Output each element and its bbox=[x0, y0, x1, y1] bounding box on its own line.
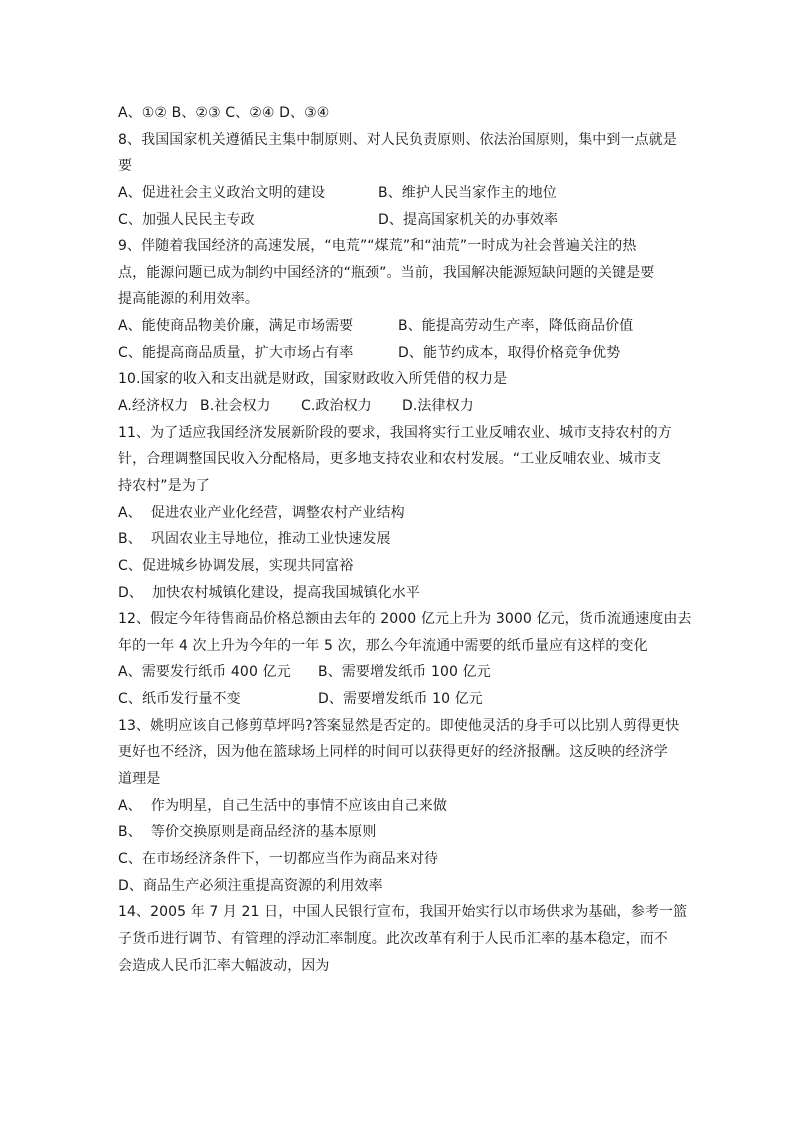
q10-option-a: A.经济权力 bbox=[118, 398, 189, 415]
q9-option-a: A、能使商品物美价廉，满足市场需要 bbox=[118, 318, 354, 335]
q11-stem-line-3: 持农村”是为了 bbox=[118, 477, 210, 494]
q12-option-b: B、需要增发纸币 100 亿元 bbox=[318, 664, 491, 681]
q12-options-row-2 bbox=[118, 686, 688, 713]
q10-options bbox=[118, 393, 688, 420]
q11-option-b: B、 巩固农业主导地位，推动工业快速发展 bbox=[118, 531, 391, 548]
q8-options-row-1 bbox=[118, 180, 688, 207]
q8-option-d: D、提高国家机关的办事效率 bbox=[378, 211, 559, 228]
q9-option-c: C、能提高商品质量，扩大市场占有率 bbox=[118, 344, 354, 361]
q9-options-row-2 bbox=[118, 340, 688, 367]
q12-option-c: C、纸币发行量不变 bbox=[118, 691, 241, 708]
q11-stem-line-2: 针，合理调整国民收入分配格局，更多地支持农业和农村发展。“工业反哺农业、城市支 bbox=[118, 451, 662, 468]
q13-option-a: A、 作为明星，自己生活中的事情不应该由自己来做 bbox=[118, 797, 447, 814]
q9-option-b: B、能提高劳动生产率，降低商品价值 bbox=[398, 318, 634, 335]
q13-option-d: D、商品生产必须注重提高资源的利用效率 bbox=[118, 877, 383, 894]
q7-options: A、①② B、②③ C、②④ D、③④ bbox=[118, 105, 330, 121]
q14-stem-line-1: 14、2005 年 7 月 21 日，中国人民银行宣布，我国开始实行以市场供求为基础，参考一篮 bbox=[118, 904, 688, 921]
q9-stem-line-2: 点，能源问题已成为制约中国经济的“瓶颈”。当前，我国解决能源短缺问题的关键是要 bbox=[118, 264, 655, 281]
q12-option-a: A、需要发行纸币 400 亿元 bbox=[118, 664, 291, 681]
q14-stem-line-3: 会造成人民币汇率大幅波动，因为 bbox=[118, 957, 330, 974]
q12-stem-line-1: 12、假定今年待售商品价格总额由去年的 2000 亿元上升为 3000 亿元，货币流通速度由去 bbox=[118, 611, 692, 628]
q9-option-d: D、能节约成本，取得价格竞争优势 bbox=[398, 344, 621, 361]
q10-option-d: D.法律权力 bbox=[402, 398, 474, 415]
q11-option-d: D、 加快农村城镇化建设，提高我国城镇化水平 bbox=[118, 584, 420, 601]
q12-option-d: D、需要增发纸币 10 亿元 bbox=[318, 691, 483, 708]
q13-option-b: B、 等价交换原则是商品经济的基本原则 bbox=[118, 824, 377, 841]
q9-options-row-1 bbox=[118, 313, 688, 340]
q9-stem-line-1: 9、伴随着我国经济的高速发展，“电荒”“煤荒”和“油荒”一时成为社会普遍关注的热 bbox=[118, 238, 637, 255]
q8-option-c: C、加强人民民主专政 bbox=[118, 211, 255, 228]
q9-stem-line-3: 提高能源的利用效率。 bbox=[118, 291, 259, 308]
q13-stem-line-2: 更好也不经济，因为他在篮球场上同样的时间可以获得更好的经济报酬。这反映的经济学 bbox=[118, 744, 668, 761]
q12-options-row-1 bbox=[118, 659, 688, 686]
q10-option-c: C.政治权力 bbox=[301, 398, 372, 415]
q8-option-a: A、促进社会主义政治文明的建设 bbox=[118, 184, 326, 201]
q13-stem-line-3: 道理是 bbox=[118, 771, 161, 788]
q8-options-row-2 bbox=[118, 207, 688, 234]
q12-stem-line-2: 年的一年 4 次上升为今年的一年 5 次，那么今年流通中需要的纸币量应有这样的变化 bbox=[118, 637, 648, 654]
q13-option-c: C、在市场经济条件下，一切都应当作为商品来对待 bbox=[118, 850, 439, 867]
q11-option-c: C、促进城乡协调发展，实现共同富裕 bbox=[118, 557, 354, 574]
q11-option-a: A、 促进农业产业化经营，调整农村产业结构 bbox=[118, 504, 405, 521]
document-page bbox=[118, 100, 692, 979]
q10-stem: 10.国家的收入和支出就是财政，国家财政收入所凭借的权力是 bbox=[118, 371, 508, 388]
q11-stem-line-1: 11、为了适应我国经济发展新阶段的要求，我国将实行工业反哺农业、城市支持农村的方 bbox=[118, 424, 672, 441]
q8-option-b: B、维护人民当家作主的地位 bbox=[378, 184, 557, 201]
q8-stem-line-1: 8、我国国家机关遵循民主集中制原则、对人民负责原则、依法治国原则，集中到一点就是 bbox=[118, 131, 677, 148]
q8-stem-line-2: 要 bbox=[118, 158, 133, 175]
q14-stem-line-2: 子货币进行调节、有管理的浮动汇率制度。此次改革有利于人民币汇率的基本稳定，而不 bbox=[118, 930, 668, 947]
q10-option-b: B.社会权力 bbox=[200, 398, 271, 415]
q13-stem-line-1: 13、姚明应该自己修剪草坪吗?答案显然是否定的。即使他灵活的身手可以比别人剪得更快 bbox=[118, 717, 680, 734]
